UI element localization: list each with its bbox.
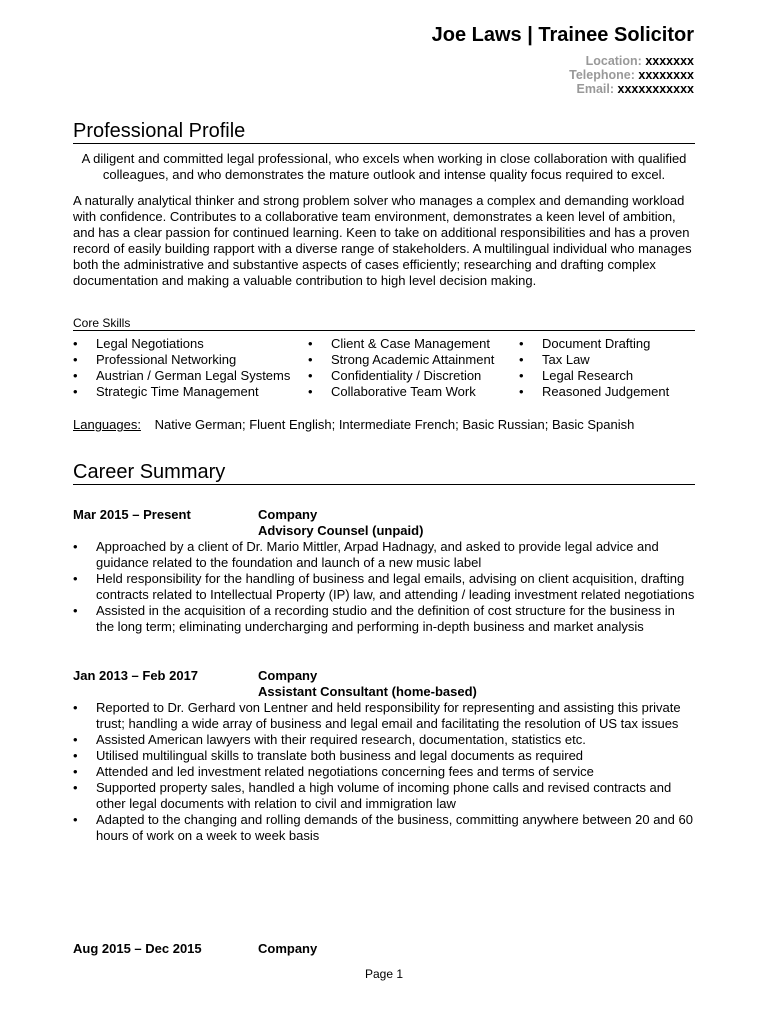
profile-body-paragraph: A naturally analytical thinker and strong problem solver who manages a complex and demanding workload with confidence. Contributes to a collaborative team environment, demonstrates a keen level of ambition, and has a clear passion for continued learning. Keen to take on additional responsibilities and has a proven record of easily building rapport with a diverse range of stakeholders. A multilingual individual who manages both the administrative and substantive aspects of cases efficiently; researching and drafting complex documentation and making a valuable contribution to high level decision making. bbox=[73, 193, 692, 288]
email-value: xxxxxxxxxxx bbox=[617, 82, 694, 96]
core-skills-column-2 bbox=[308, 336, 494, 400]
email-label: Email: bbox=[576, 82, 615, 96]
job-role: Assistant Consultant (home-based) bbox=[258, 684, 477, 699]
job-bullet: • Assisted American lawyers with their required research, documentation, statistics etc. bbox=[73, 732, 695, 748]
profile-lead-paragraph: A diligent and committed legal professional, who excels when working in close collaboration with qualified colleagues, and who demonstrates the mature outlook and intense quality focus required to excel. bbox=[81, 151, 687, 182]
telephone-label: Telephone: bbox=[569, 68, 635, 82]
languages-line bbox=[73, 417, 634, 432]
skill-item: • Strategic Time Management bbox=[73, 384, 290, 400]
job-bullet-list bbox=[73, 539, 695, 635]
location-value: xxxxxxx bbox=[645, 54, 694, 68]
job-bullet: • Attended and led investment related negotiations concerning fees and terms of service bbox=[73, 764, 695, 780]
skill-item: • Strong Academic Attainment bbox=[308, 352, 494, 368]
skill-item: • Legal Negotiations bbox=[73, 336, 290, 352]
job-bullet: • Utilised multilingual skills to translate both business and legal documents as required bbox=[73, 748, 695, 764]
location-label: Location: bbox=[585, 54, 642, 68]
contact-email bbox=[569, 82, 694, 96]
skill-item: • Professional Networking bbox=[73, 352, 290, 368]
career-summary-heading: Career Summary bbox=[73, 461, 695, 485]
job-bullet: • Adapted to the changing and rolling demands of the business, committing anywhere between 20 and 60 hours of work on a week to week basis bbox=[73, 812, 695, 844]
job-dates: Aug 2015 – Dec 2015 bbox=[73, 941, 202, 956]
skill-item: • Legal Research bbox=[519, 368, 669, 384]
job-dates: Jan 2013 – Feb 2017 bbox=[73, 668, 199, 683]
skill-item: • Collaborative Team Work bbox=[308, 384, 494, 400]
skill-item: • Tax Law bbox=[519, 352, 669, 368]
languages-value: Native German; Fluent English; Intermediate French; Basic Russian; Basic Spanish bbox=[154, 417, 635, 432]
contact-telephone bbox=[569, 68, 694, 82]
page-number: Page 1 bbox=[364, 967, 404, 981]
job-company: Company bbox=[258, 668, 318, 683]
core-skills-heading: Core Skills bbox=[73, 316, 695, 331]
skill-item: • Reasoned Judgement bbox=[519, 384, 669, 400]
professional-profile-heading: Professional Profile bbox=[73, 120, 695, 144]
skill-item: • Confidentiality / Discretion bbox=[308, 368, 494, 384]
job-dates: Mar 2015 – Present bbox=[73, 507, 191, 522]
job-company: Company bbox=[258, 507, 318, 522]
skill-item: • Document Drafting bbox=[519, 336, 669, 352]
job-bullet: • Held responsibility for the handling of business and legal emails, advising on client acquisition, drafting contracts related to Intellectual Property (IP) law, and attending / leading investment related negotiations bbox=[73, 571, 695, 603]
core-skills-column-1 bbox=[73, 336, 290, 400]
job-bullet: • Supported property sales, handled a high volume of incoming phone calls and revised contracts and other legal documents with relation to civil and immigration law bbox=[73, 780, 695, 812]
languages-label: Languages: bbox=[73, 417, 141, 432]
resume-name-title: Joe Laws | Trainee Solicitor bbox=[431, 24, 694, 46]
core-skills-column-3 bbox=[519, 336, 669, 400]
job-company: Company bbox=[258, 941, 318, 956]
job-bullet: • Reported to Dr. Gerhard von Lentner and held responsibility for representing and assisting this private trust; handling a wide array of business and legal email and facilitating the resolution of US tax issues bbox=[73, 700, 695, 732]
skill-item: • Client & Case Management bbox=[308, 336, 494, 352]
skill-item: • Austrian / German Legal Systems bbox=[73, 368, 290, 384]
job-role: Advisory Counsel (unpaid) bbox=[258, 523, 424, 538]
telephone-value: xxxxxxxx bbox=[638, 68, 694, 82]
job-bullet: • Assisted in the acquisition of a recording studio and the definition of cost structure for the business in the long term; eliminating undercharging and performing in-depth business and market analysis bbox=[73, 603, 695, 635]
job-bullet: • Approached by a client of Dr. Mario Mittler, Arpad Hadnagy, and asked to provide legal advice and guidance related to the foundation and launch of a new music label bbox=[73, 539, 695, 571]
job-bullet-list bbox=[73, 700, 695, 844]
contact-block bbox=[569, 54, 694, 96]
contact-location bbox=[569, 54, 694, 68]
